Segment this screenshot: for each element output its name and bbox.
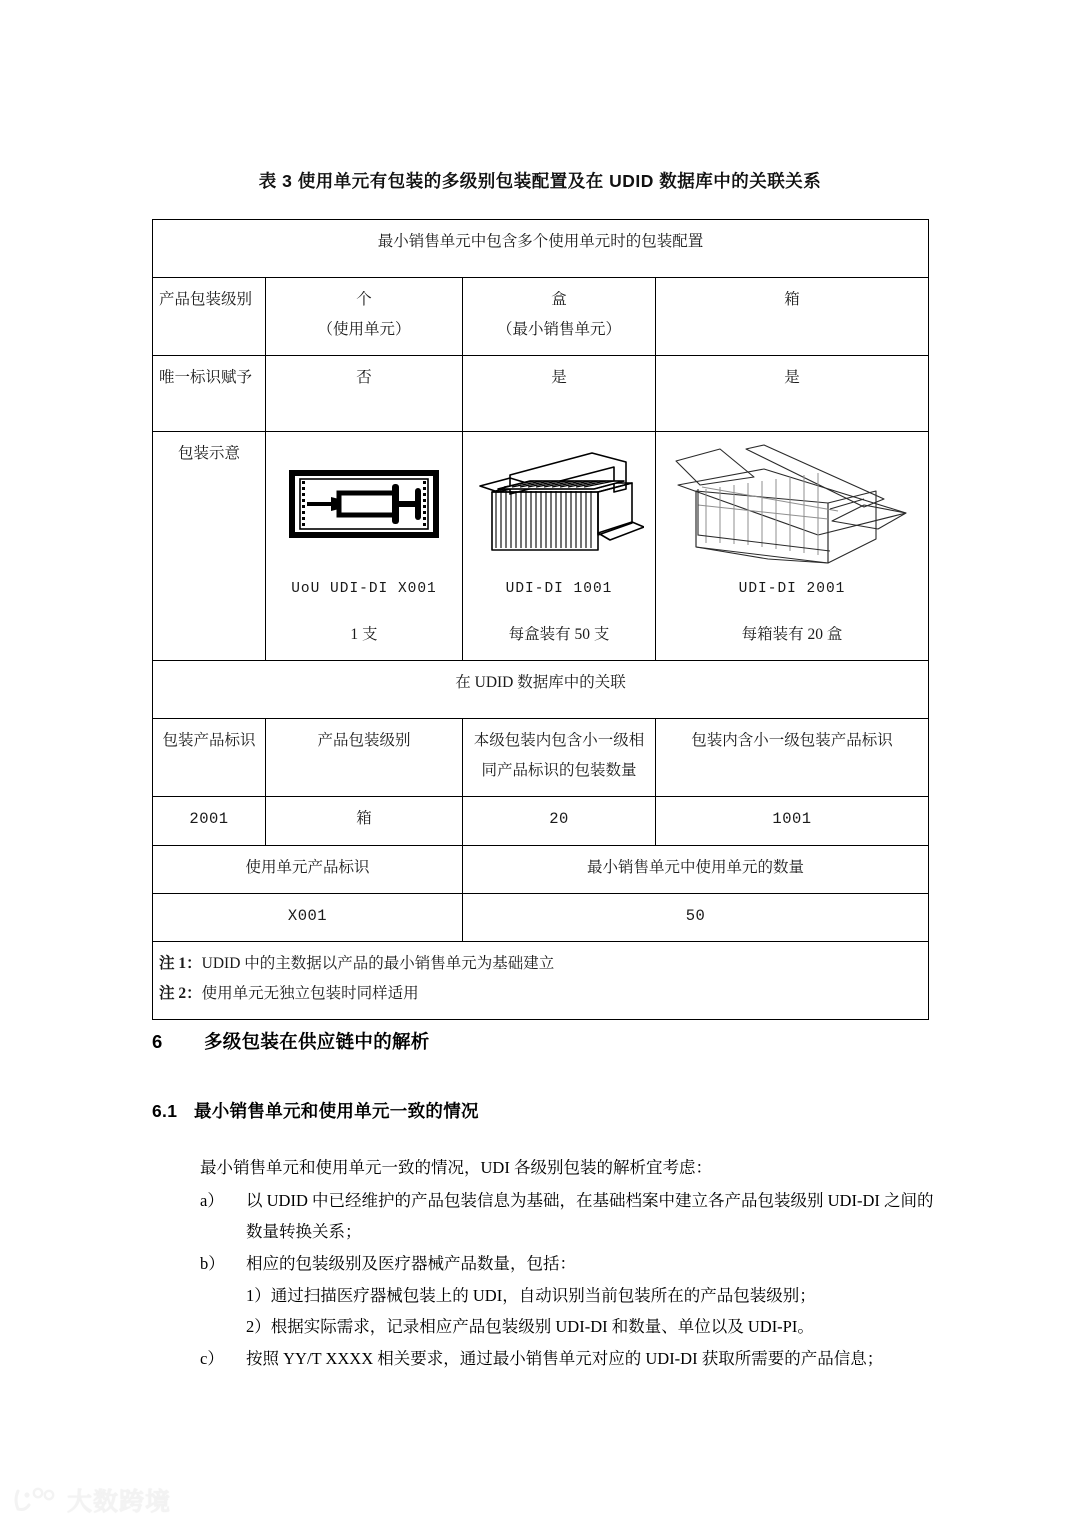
syringe-blister-icon	[289, 470, 439, 538]
cell-level-carton	[656, 278, 929, 356]
udi-di-label-unit: UoU UDI-DI X001	[291, 581, 437, 598]
table-caption: 表 3 使用单元有包装的多级别包装配置及在 UDID 数据库中的关联关系	[258, 171, 822, 191]
section-heading-6-1	[152, 1098, 479, 1123]
open-box-of-syringes-icon-box	[469, 439, 649, 569]
table-row-db-header	[153, 718, 929, 796]
open-carton-of-boxes-icon	[668, 439, 916, 569]
note-1-label: 注 1：	[159, 955, 202, 973]
table-row-db-values	[153, 797, 929, 845]
packaging-table	[152, 219, 929, 1020]
illustration-label-text: 包装示意	[177, 445, 240, 463]
note-1-text: UDID 中的主数据以产品的最小销售单元为基础建立	[201, 955, 555, 973]
db-value-package-id: 2001	[153, 797, 266, 845]
section-6-title: 多级包装在供应链中的解析	[204, 1031, 430, 1052]
note-2-text: 使用单元无独立包装时同样适用	[201, 985, 419, 1003]
udi-value-unit: 否	[266, 356, 463, 432]
syringe-blister-icon-box	[272, 439, 456, 569]
note-1	[159, 949, 922, 979]
level-name-box: 盒	[551, 291, 567, 308]
body-intro-paragraph: 最小销售单元和使用单元一致的情况，UDI 各级别包装的解析宜考虑：	[200, 1158, 712, 1177]
note-2-label: 注 2：	[159, 985, 202, 1003]
udi-di-label-carton: UDI-DI 2001	[738, 581, 846, 598]
udi-value-box: 是	[463, 356, 656, 432]
section-6-1-title: 最小销售单元和使用单元一致的情况	[194, 1101, 479, 1121]
db-header-contained-id: 包装内含小一级包装产品标识	[656, 718, 929, 796]
table-row-package-level	[153, 278, 929, 356]
illustration-cell-unit	[266, 432, 463, 660]
section-6-1-number: 6.1	[152, 1101, 178, 1121]
row-label-udi-assignment: 唯一标识赋予	[153, 356, 266, 432]
list-marker-b: b）	[200, 1254, 225, 1274]
sub-list-item-2: 2）根据实际需求，记录相应产品包装级别 UDI-DI 和数量、单位以及 UDI-PI。	[246, 1317, 814, 1337]
body-text-block	[200, 1152, 940, 1375]
db-header-package-level: 产品包装级别	[266, 718, 463, 796]
table-row-illustration	[153, 432, 929, 660]
db-value-package-level: 箱	[266, 797, 463, 845]
table-row-udid-association-header	[153, 660, 929, 718]
qty-label-unit: 1 支	[350, 625, 378, 643]
watermark-text: 大数跨境	[67, 1488, 172, 1516]
table-row-udi-assignment	[153, 356, 929, 432]
level-sub-box: （最小销售单元）	[496, 321, 621, 339]
note-2	[159, 979, 922, 1009]
list-item-a	[200, 1185, 940, 1248]
table-row-notes	[153, 942, 929, 1020]
open-box-of-syringes-icon	[474, 445, 644, 563]
level-name-unit: 个	[356, 291, 372, 308]
level-sub-unit: （使用单元）	[317, 321, 411, 339]
uou-value-product-id: X001	[153, 893, 463, 941]
circle-dots-logo-icon	[12, 1487, 60, 1513]
db-header-package-id: 包装产品标识	[153, 718, 266, 796]
section-heading-6	[152, 1028, 430, 1054]
uou-value-quantity: 50	[463, 893, 929, 941]
level-name-carton: 箱	[784, 291, 800, 308]
section-6-number: 6	[152, 1031, 163, 1052]
sub-list-item-1: 1）通过扫描医疗器械包装上的 UDI，自动识别当前包装所在的产品包装级别；	[246, 1285, 816, 1305]
list-text-c: 按照 YY/T XXXX 相关要求，通过最小销售单元对应的 UDI-DI 获取所需要的产品信息；	[246, 1349, 884, 1369]
illustration-cell-carton	[656, 432, 929, 660]
list-item-b	[200, 1248, 940, 1280]
db-header-contained-count: 本级包装内包含小一级相同产品标识的包装数量	[463, 718, 656, 796]
list-text-b: 相应的包装级别及医疗器械产品数量，包括：	[246, 1254, 576, 1274]
watermark	[12, 1482, 171, 1518]
qty-label-carton: 每箱装有 20 盒	[741, 625, 843, 643]
list-marker-c: c）	[200, 1349, 224, 1369]
qty-label-box: 每盒装有 50 支	[508, 625, 610, 643]
db-value-contained-count: 20	[463, 797, 656, 845]
merged-udid-cell: 在 UDID 数据库中的关联	[153, 660, 929, 718]
packaging-table-wrapper	[152, 219, 928, 1020]
uou-header-quantity: 最小销售单元中使用单元的数量	[463, 845, 929, 893]
row-label-illustration	[153, 432, 266, 660]
cell-level-box	[463, 278, 656, 356]
udi-value-carton: 是	[656, 356, 929, 432]
uou-header-product-id: 使用单元产品标识	[153, 845, 463, 893]
open-carton-of-boxes-icon-box	[662, 439, 922, 569]
udi-di-label-box: UDI-DI 1001	[505, 581, 613, 598]
row-label-package-level: 产品包装级别	[153, 278, 266, 356]
list-item-c	[200, 1343, 940, 1375]
notes-cell	[153, 942, 929, 1020]
table-row-uou-header	[153, 845, 929, 893]
table-row-merged-header	[153, 220, 929, 278]
cell-level-unit	[266, 278, 463, 356]
table-row-uou-values	[153, 893, 929, 941]
illustration-cell-box	[463, 432, 656, 660]
list-marker-a: a）	[200, 1190, 224, 1210]
list-text-a: 以 UDID 中已经维护的产品包装信息为基础，在基础档案中建立各产品包装级别 UDI-DI 之间的数量转换关系；	[246, 1190, 934, 1242]
merged-header-cell: 最小销售单元中包含多个使用单元时的包装配置	[153, 220, 929, 278]
db-value-contained-id: 1001	[656, 797, 929, 845]
